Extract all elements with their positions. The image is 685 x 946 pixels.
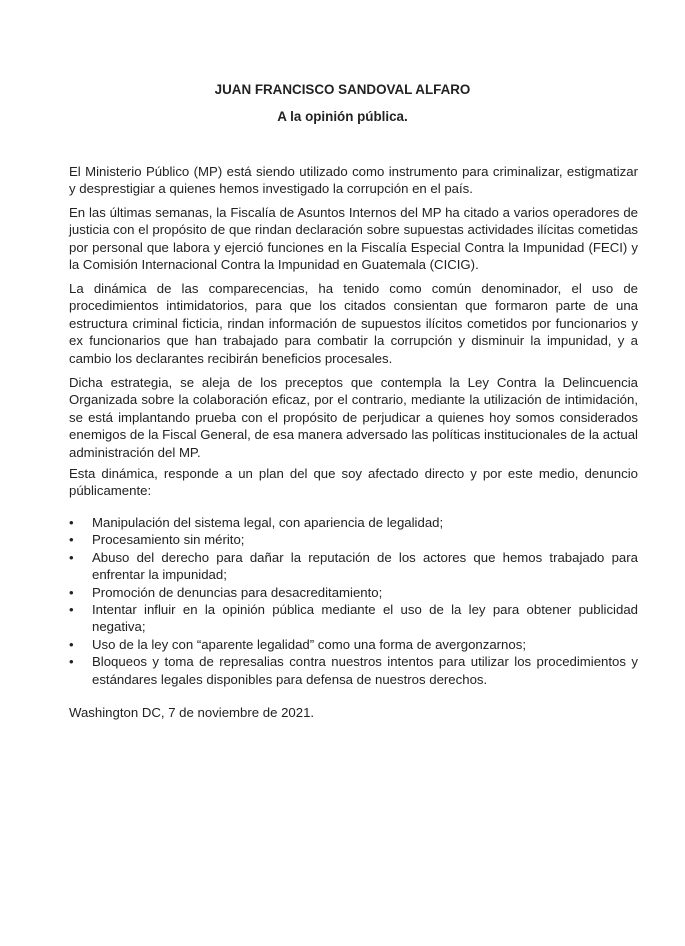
- list-item-text: Abuso del derecho para dañar la reputación de los actores que hemos trabajado para enfrentar la impunidad;: [92, 549, 638, 583]
- list-item: [69, 549, 638, 584]
- bullet-icon: •: [69, 602, 74, 618]
- list-item: [69, 653, 638, 688]
- denuncia-list: [69, 514, 638, 688]
- list-item: [69, 584, 638, 601]
- list-item: [69, 514, 638, 531]
- list-item: [69, 601, 638, 636]
- paragraph: En las últimas semanas, la Fiscalía de Asuntos Internos del MP ha citado a varios operadores de justicia con el propósito de que rindan declaración sobre supuestas actividades ilícitas cometidas por personal que labora y ejerció funciones en la Fiscalía Especial Contra la Impunidad (FECI) y la Comisión Internacional Contra la Impunidad en Guatemala (CICIG).: [69, 205, 638, 273]
- document-subtitle: A la opinión pública.: [277, 109, 408, 124]
- paragraph: Esta dinámica, responde a un plan del que soy afectado directo y por este medio, denuncio públicamente:: [69, 466, 638, 499]
- signoff-date-line: Washington DC, 7 de noviembre de 2021.: [69, 705, 315, 720]
- document-title: JUAN FRANCISCO SANDOVAL ALFARO: [214, 82, 471, 97]
- list-item: [69, 636, 638, 653]
- list-item-text: Intentar influir en la opinión pública mediante el uso de la ley para obtener publicidad negativa;: [92, 602, 638, 635]
- list-item-text: Bloqueos y toma de represalias contra nuestros intentos para utilizar los procedimientos y estándares legales disponibles para defensa de nuestros derechos.: [92, 654, 638, 687]
- bullet-icon: •: [69, 515, 74, 530]
- paragraph: La dinámica de las comparecencias, ha tenido como común denominador, el uso de procedimientos intimidatorios, para que los citados consientan que formaron parte de una estructura criminal ficticia, rindan información de supuestos ilícitos cometidos por funcionarios y ex funcionarios que han trabajado para combatir la corrupción y disminuir la impunidad, y a cambio los declarantes recibirán beneficios procesales.: [69, 281, 638, 366]
- list-item-text: Uso de la ley con “aparente legalidad” como una forma de avergonzarnos;: [92, 636, 526, 652]
- list-item-text: Promoción de denuncias para desacreditamiento;: [92, 584, 383, 600]
- bullet-icon: •: [69, 532, 74, 548]
- bullet-icon: •: [69, 584, 74, 600]
- list-item: [69, 531, 638, 548]
- list-item-text: Procesamiento sin mérito;: [92, 532, 245, 548]
- list-item-text: Manipulación del sistema legal, con apariencia de legalidad;: [92, 515, 444, 530]
- bullet-icon: •: [69, 654, 74, 670]
- paragraph: Dicha estrategia, se aleja de los preceptos que contempla la Ley Contra la Delincuencia Organizada sobre la colaboración eficaz, por el contrario, mediante la utilización de intimidación, se está implantando prueba con el propósito de perjudicar a quienes hoy somos considerados enemigos de la Fiscal General, de esa manera adversado las políticas institucionales de la actual administración del MP.: [69, 375, 638, 460]
- bullet-icon: •: [69, 549, 74, 565]
- bullet-icon: •: [69, 636, 74, 652]
- paragraph: El Ministerio Público (MP) está siendo utilizado como instrumento para criminalizar, estigmatizar y desprestigiar a quienes hemos investigado la corrupción en el país.: [69, 164, 638, 197]
